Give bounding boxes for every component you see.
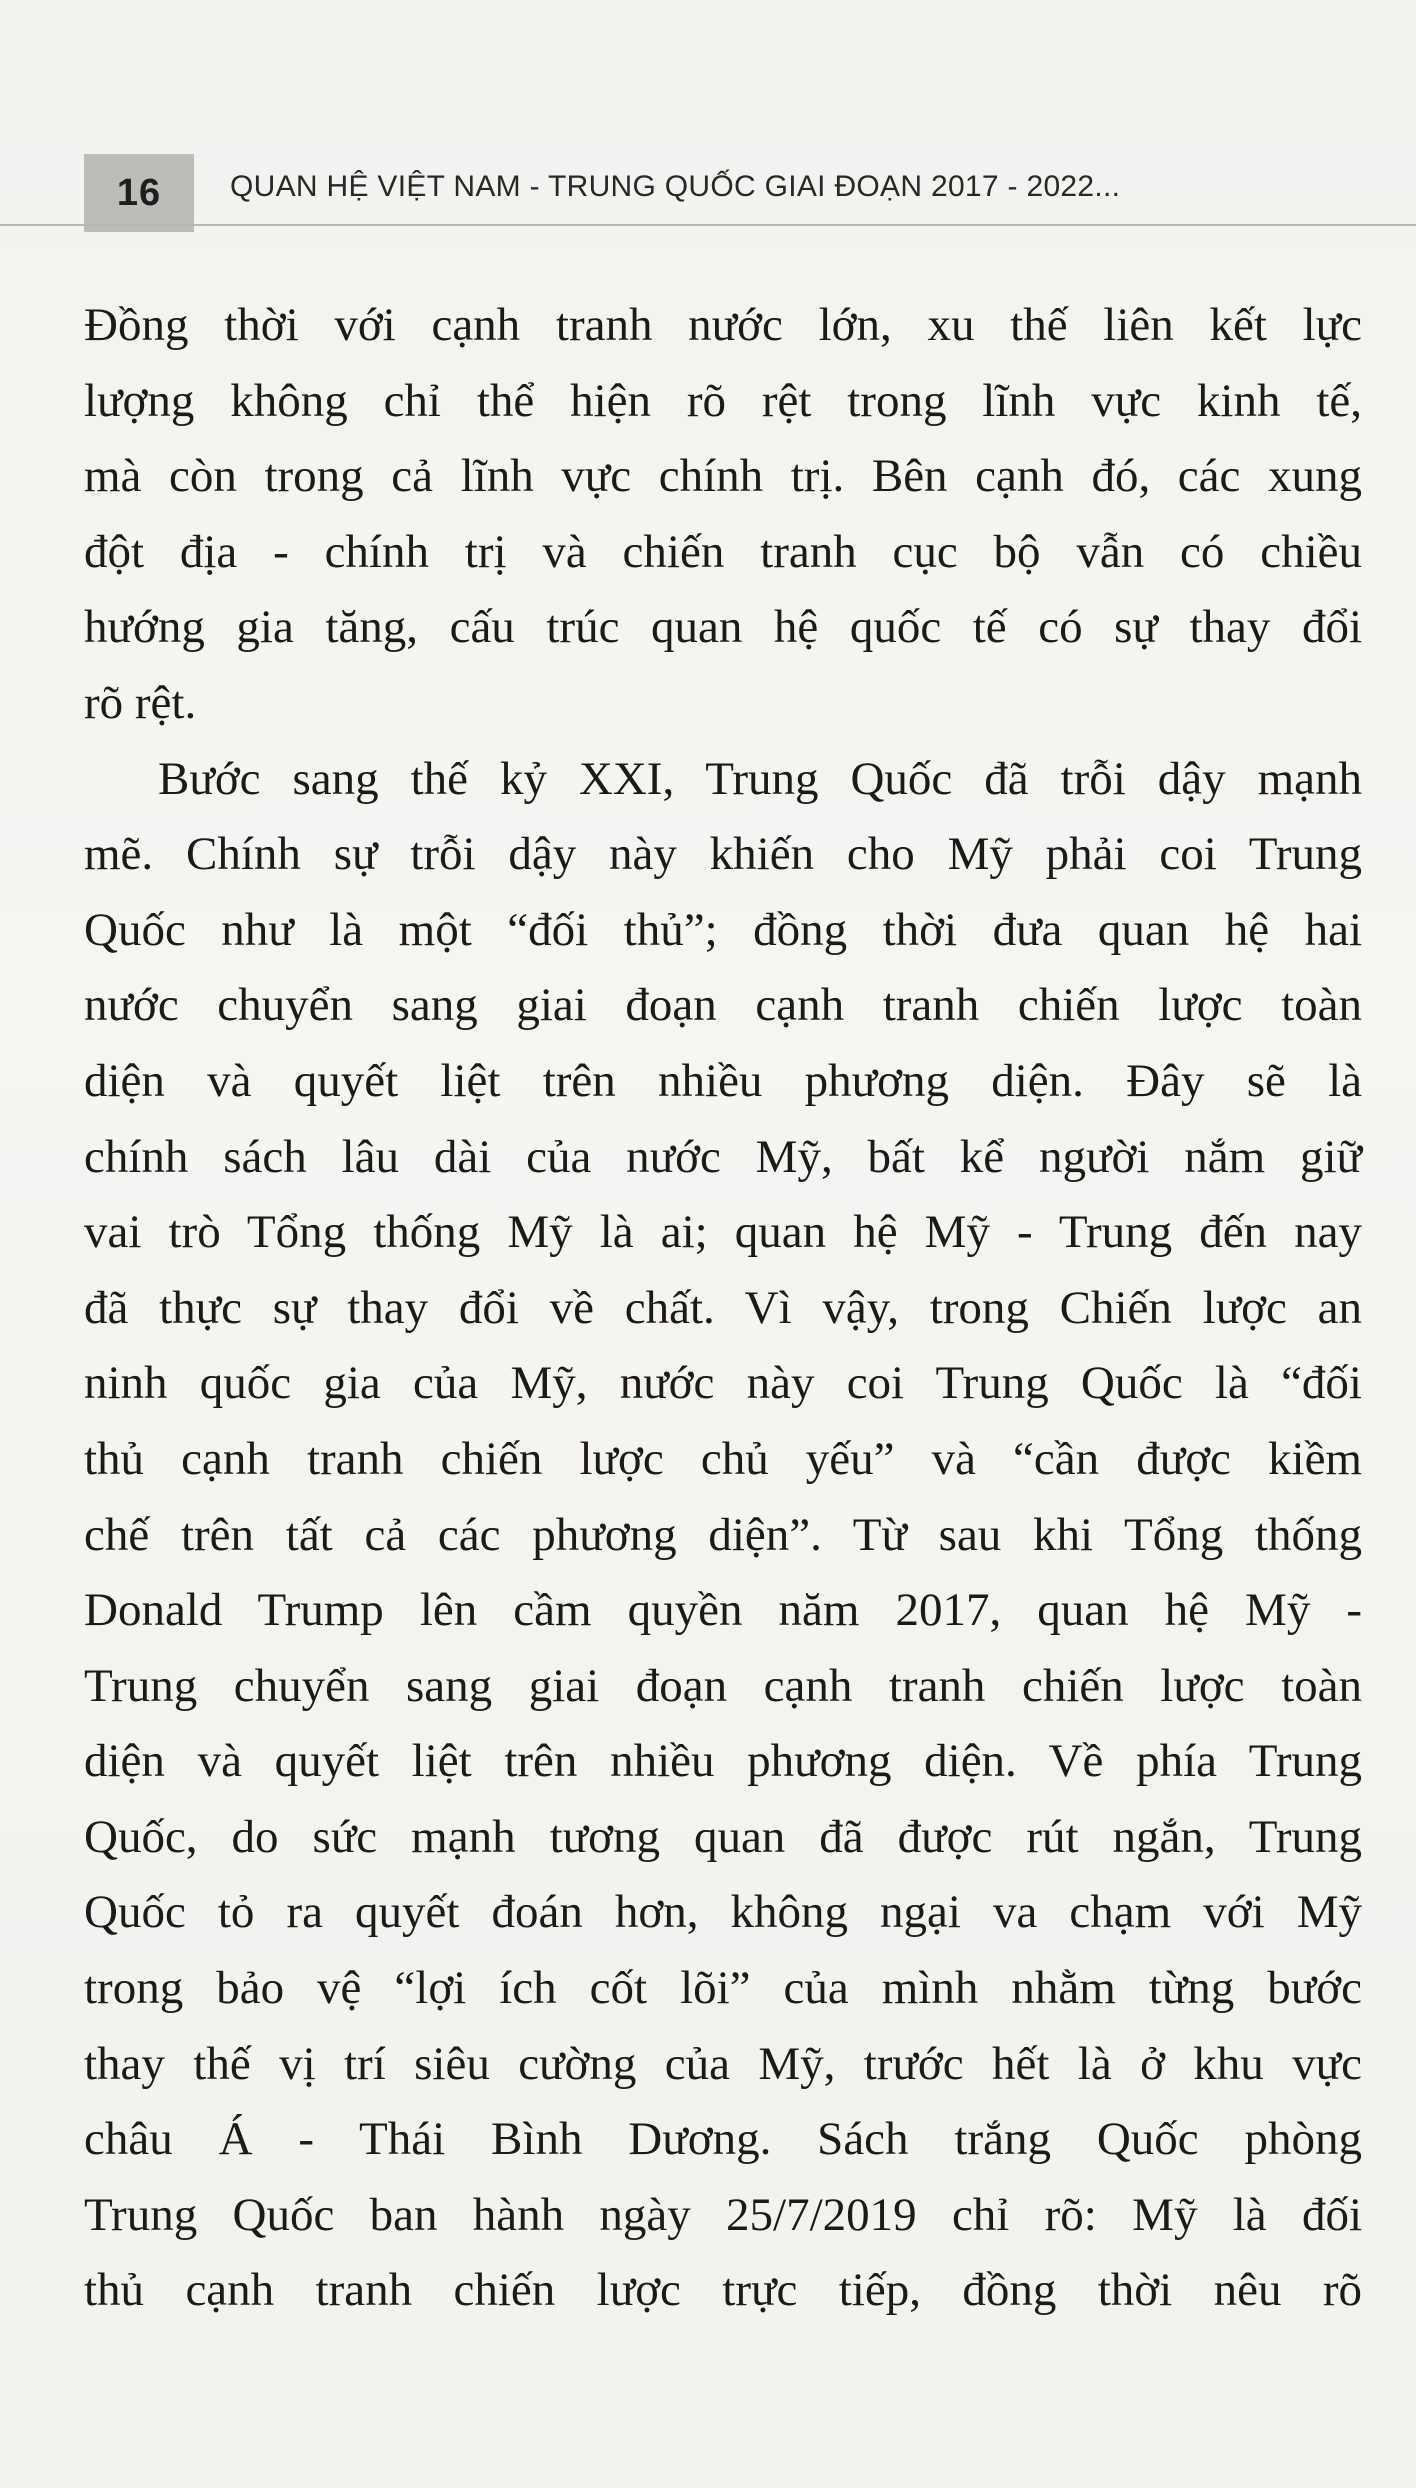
text-line: Quốc, do sức mạnh tương quan đã được rút ngắn, Trung	[84, 1810, 1362, 1863]
text-line: đột địa - chính trị và chiến tranh cục bộ vẫn có chiều	[84, 525, 1362, 578]
text-line: thay thế vị trí siêu cường của Mỹ, trước hết là ở khu vực	[84, 2037, 1362, 2090]
text-line: nước chuyển sang giai đoạn cạnh tranh chiến lược toàn	[84, 979, 1362, 1032]
running-header	[84, 154, 1414, 232]
text-line: châu Á - Thái Bình Dương. Sách trắng Quốc phòng	[84, 2113, 1362, 2166]
text-line: trong bảo vệ “lợi ích cốt lõi” của mình nhằm từng bước	[84, 1962, 1362, 2015]
text-line: chế trên tất cả các phương diện”. Từ sau khi Tổng thống	[84, 1508, 1362, 1561]
page-number: 16	[116, 171, 162, 214]
text-line: Trung Quốc ban hành ngày 25/7/2019 chỉ rõ: Mỹ là đối	[84, 2188, 1362, 2241]
text-line: mẽ. Chính sự trỗi dậy này khiến cho Mỹ phải coi Trung	[84, 828, 1362, 881]
page-number-box	[84, 154, 194, 232]
text-line: Donald Trump lên cầm quyền năm 2017, quan hệ Mỹ -	[84, 1584, 1362, 1637]
text-line: Bước sang thế kỷ XXI, Trung Quốc đã trỗi dậy mạnh	[158, 752, 1362, 805]
text-line: diện và quyết liệt trên nhiều phương diện. Đây sẽ là	[84, 1054, 1362, 1107]
text-line: đã thực sự thay đổi về chất. Vì vậy, trong Chiến lược an	[84, 1281, 1362, 1334]
header-divider	[0, 224, 1416, 226]
text-line: lượng không chỉ thể hiện rõ rệt trong lĩnh vực kinh tế,	[84, 374, 1362, 427]
text-line: ninh quốc gia của Mỹ, nước này coi Trung Quốc là “đối	[84, 1357, 1362, 1410]
text-line: Đồng thời với cạnh tranh nước lớn, xu thế liên kết lực	[84, 299, 1362, 351]
text-line: Quốc tỏ ra quyết đoán hơn, không ngại va chạm với Mỹ	[84, 1886, 1362, 1939]
text-line: rõ rệt.	[84, 676, 197, 729]
text-line: thủ cạnh tranh chiến lược chủ yếu” và “cần được kiềm	[84, 1432, 1362, 1485]
text-line: Quốc như là một “đối thủ”; đồng thời đưa quan hệ hai	[84, 903, 1362, 956]
paragraph-1	[84, 288, 1362, 742]
text-line: mà còn trong cả lĩnh vực chính trị. Bên cạnh đó, các xung	[84, 450, 1362, 503]
text-line: hướng gia tăng, cấu trúc quan hệ quốc tế có sự thay đổi	[84, 601, 1362, 654]
body-text	[84, 288, 1362, 2329]
text-line: vai trò Tổng thống Mỹ là ai; quan hệ Mỹ - Trung đến nay	[84, 1206, 1362, 1259]
paragraph-2	[84, 742, 1362, 2329]
text-line: diện và quyết liệt trên nhiều phương diện. Về phía Trung	[84, 1735, 1362, 1788]
text-line: chính sách lâu dài của nước Mỹ, bất kể người nắm giữ	[84, 1130, 1362, 1183]
text-line: Trung chuyển sang giai đoạn cạnh tranh chiến lược toàn	[84, 1659, 1362, 1712]
running-title: QUAN HỆ VIỆT NAM - TRUNG QUỐC GIAI ĐOẠN 2017 - 2022...	[230, 170, 1121, 203]
text-line: thủ cạnh tranh chiến lược trực tiếp, đồng thời nêu rõ	[84, 2264, 1362, 2317]
